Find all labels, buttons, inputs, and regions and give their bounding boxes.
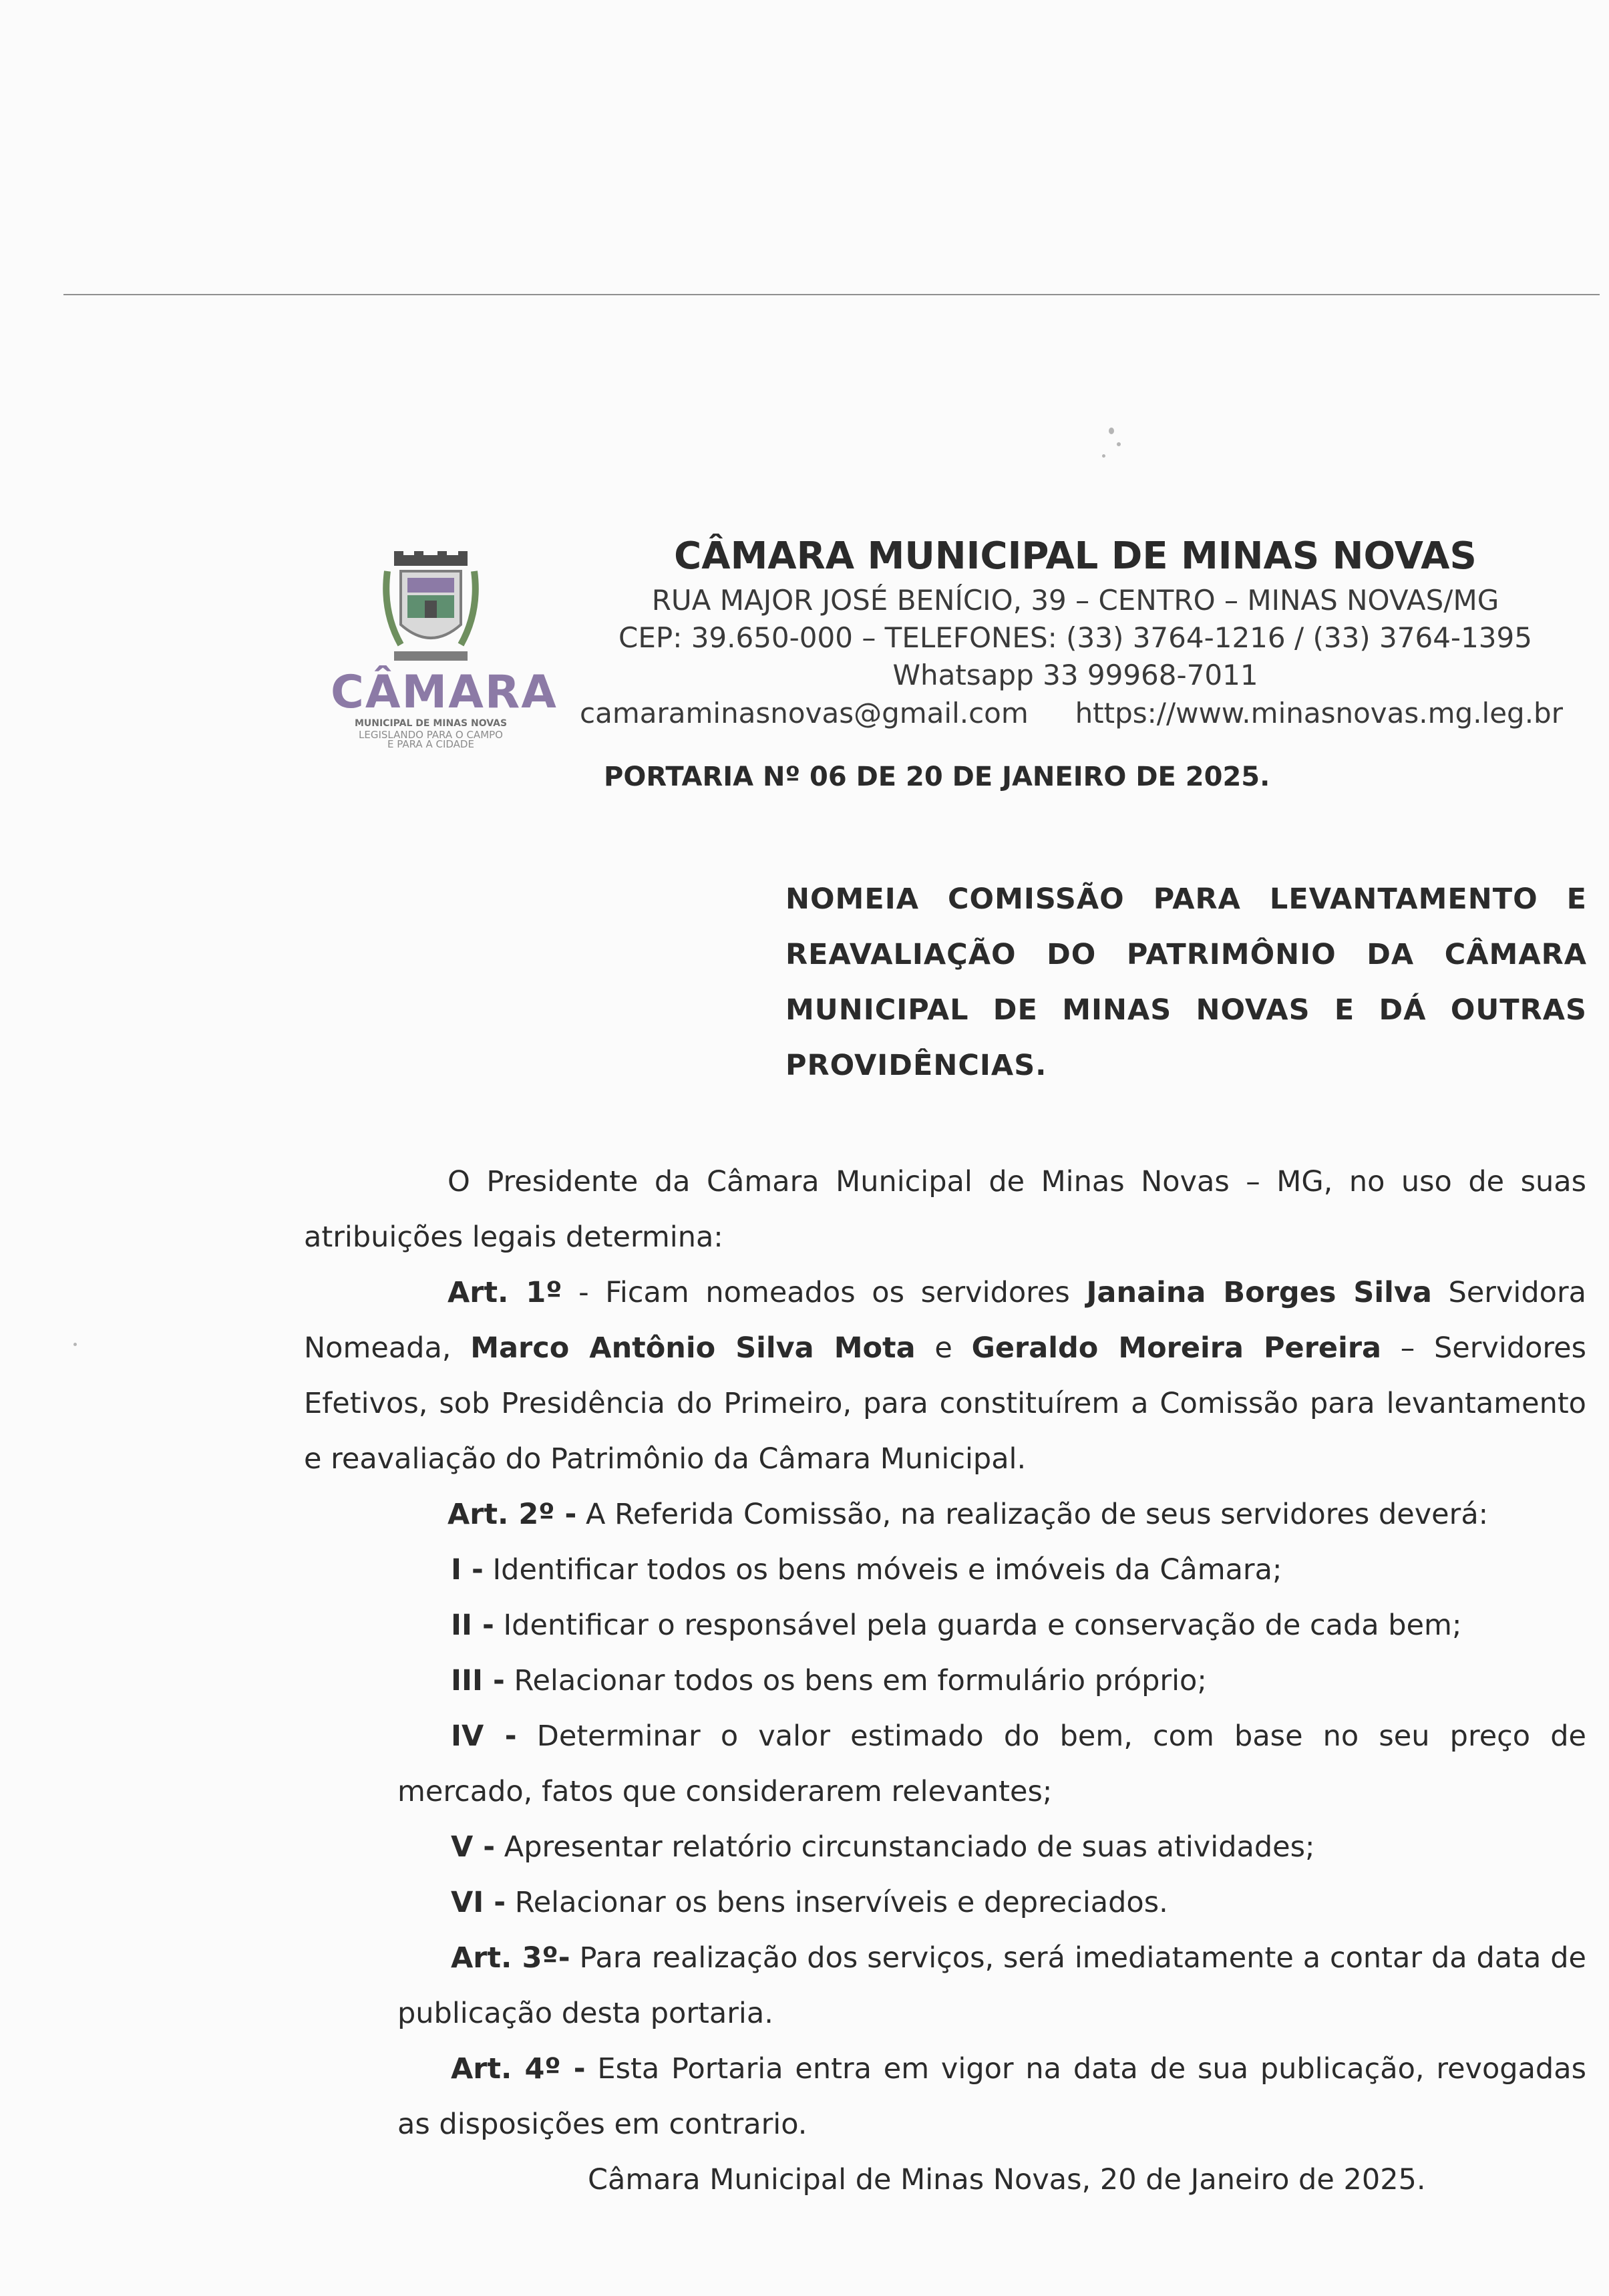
ementa-line: PROVIDÊNCIAS. <box>785 1049 1047 1082</box>
ementa-line: REAVALIAÇÃO DO PATRIMÔNIO DA CÂMARA <box>785 938 1587 971</box>
ementa-summary <box>785 872 1587 1094</box>
letterhead-address: RUA MAJOR JOSÉ BENÍCIO, 39 – CENTRO – MINAS NOVAS/MG <box>651 584 1499 617</box>
list-item <box>304 1653 1586 1709</box>
logo-motto-line-1: LEGISLANDO PARA O CAMPO <box>358 729 503 741</box>
scan-speck <box>1102 454 1105 458</box>
letterhead-title: CÂMARA MUNICIPAL DE MINAS NOVAS <box>674 534 1477 578</box>
letterhead-website: https://www.minasnovas.mg.leg.br <box>1075 697 1563 729</box>
document-body <box>304 1154 1586 2208</box>
article-3-label: Art. 3º- <box>451 1941 570 1975</box>
letterhead-cep-phones: CEP: 39.650-000 – TELEFONES: (33) 3764-1216 / (33) 3764-1395 <box>618 621 1532 654</box>
list-item-number: I - <box>451 1553 484 1587</box>
article-3 <box>397 1931 1586 2041</box>
article-4-text: Esta Portaria entra em vigor na data de sua publicação, revogadas as disposições em contrario. <box>397 2052 1586 2141</box>
letterhead-whatsapp: Whatsapp 33 99968-7011 <box>892 659 1258 691</box>
chamber-emblem-icon <box>367 551 494 668</box>
list-item-text: Determinar o valor estimado do bem, com base no seu preço de mercado, fatos que considerarem relevantes; <box>397 1719 1586 1808</box>
list-item-number: II - <box>451 1609 494 1642</box>
scan-speck <box>1109 428 1114 434</box>
list-item <box>397 1709 1586 1820</box>
ementa-line: MUNICIPAL DE MINAS NOVAS E DÁ OUTRAS <box>785 993 1587 1027</box>
list-item <box>304 1820 1586 1875</box>
portaria-heading: PORTARIA Nº 06 DE 20 DE JANEIRO DE 2025. <box>604 762 1270 792</box>
letterhead-contacts <box>574 694 1576 733</box>
list-item-text: Apresentar relatório circunstanciado de suas atividades; <box>495 1830 1315 1864</box>
article-3-text: Para realização dos serviços, será imediatamente a contar da data de publicação desta portaria. <box>397 1941 1586 2030</box>
article-1-text: – Servidores Efetivos, sob Presidência do Primeiro, para constituírem a Comissão para levantamento e reavaliação do Patrimônio da Câmara Municipal. <box>304 1331 1587 1476</box>
list-item-text: Identificar todos os bens móveis e imóveis da Câmara; <box>483 1553 1282 1587</box>
scan-speck <box>1117 442 1121 446</box>
article-2-label: Art. 2º - <box>448 1498 577 1531</box>
list-item-number: VI - <box>451 1886 506 1919</box>
list-item <box>304 1598 1586 1653</box>
list-item-number: IV - <box>451 1719 517 1753</box>
scan-artifact-line <box>63 294 1600 295</box>
letterhead <box>574 531 1576 733</box>
list-item-number: V - <box>451 1830 496 1864</box>
member-name: Marco Antônio Silva Mota <box>470 1331 916 1365</box>
list-item-text: Identificar o responsável pela guarda e conservação de cada bem; <box>494 1609 1462 1642</box>
list-item <box>304 1542 1586 1598</box>
article-4-label: Art. 4º - <box>451 2052 586 2086</box>
logo-wordmark: CÂMARA <box>331 666 558 719</box>
list-item-text: Relacionar todos os bens em formulário próprio; <box>504 1664 1207 1697</box>
list-item-number: III - <box>451 1664 505 1697</box>
article-1-text: e <box>915 1331 972 1365</box>
article-2 <box>304 1487 1586 1542</box>
article-4 <box>397 2041 1586 2152</box>
chamber-logo <box>331 551 558 750</box>
scan-speck <box>73 1343 77 1346</box>
list-item <box>304 1875 1586 1931</box>
article-2-text: A Referida Comissão, na realização de seus servidores deverá: <box>576 1498 1489 1531</box>
article-1-text: Servidora Nomeada, <box>304 1276 1587 1365</box>
closing-place-date: Câmara Municipal de Minas Novas, 20 de Janeiro de 2025. <box>588 2163 1426 2196</box>
letterhead-email: camaraminasnovas@gmail.com <box>580 697 1029 729</box>
member-name: Geraldo Moreira Pereira <box>971 1331 1382 1365</box>
logo-subtitle: MUNICIPAL DE MINAS NOVAS <box>354 718 508 729</box>
logo-motto <box>331 730 531 749</box>
article-1 <box>304 1265 1586 1487</box>
article-1-label: Art. 1º <box>448 1276 562 1309</box>
list-item-text: Relacionar os bens inservíveis e depreciados. <box>506 1886 1168 1919</box>
member-name: Janaina Borges Silva <box>1086 1276 1432 1309</box>
ementa-line: NOMEIA COMISSÃO PARA LEVANTAMENTO E <box>785 882 1587 916</box>
preamble-paragraph: O Presidente da Câmara Municipal de Minas Novas – MG, no uso de suas atribuições legais determina: <box>304 1165 1586 1254</box>
logo-motto-line-2: E PARA A CIDADE <box>387 738 474 750</box>
article-1-text: - Ficam nomeados os servidores <box>562 1276 1087 1309</box>
